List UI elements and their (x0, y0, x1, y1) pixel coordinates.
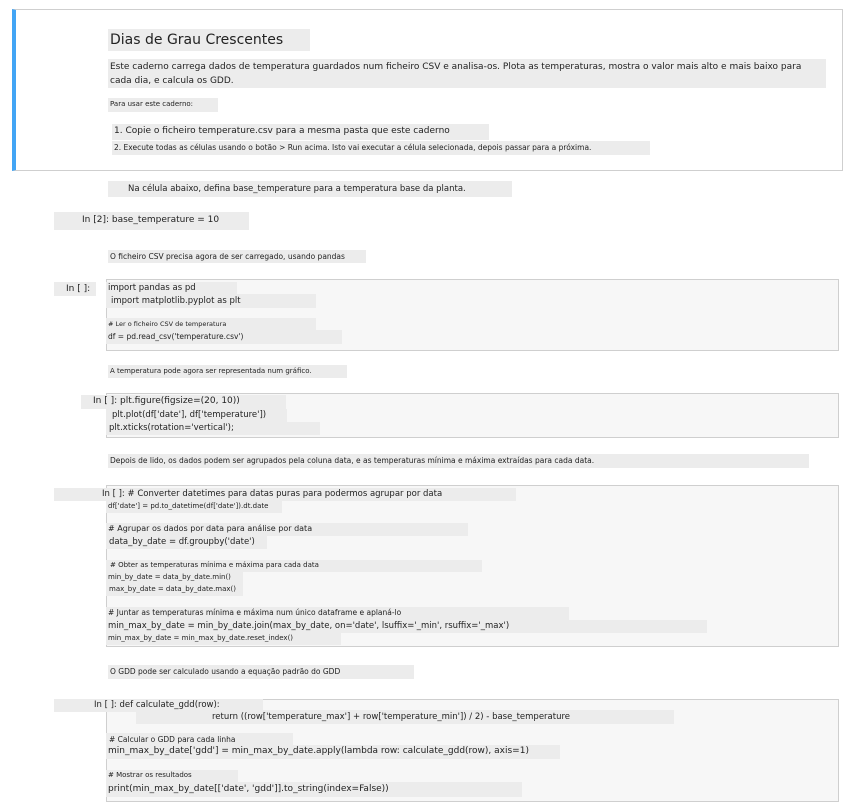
usage-heading: Para usar este caderno: (108, 98, 218, 112)
code-line: min_max_by_date = min_by_date.join(max_by_date, on='date', lsuffix='_min', rsuffix='_max') (106, 620, 707, 633)
code-line: df['date'] = pd.to_datetime(df['date']).dt.date (106, 501, 282, 513)
usage-step-2: 2. Execute todas as células usando o botão > Run acima. Isto vai executar a célula selecionada, depois passar para a próxima. (112, 141, 650, 155)
code-line: min_by_date = data_by_date.min() (106, 572, 243, 584)
markdown-load-csv: O ficheiro CSV precisa agora de ser carregado, usando pandas (108, 250, 366, 263)
code-comment: # Calcular o GDD para cada linha (106, 733, 293, 746)
cell-prompt: In [ ]: (93, 396, 118, 406)
code-line: plt.xticks(rotation='vertical'); (106, 422, 320, 435)
markdown-group-by-date: Depois de lido, os dados podem ser agrupados pela coluna data, e as temperaturas mínima e máxima extraídas para cada data. (108, 454, 809, 468)
code-comment: # Ler o ficheiro CSV de temperatura (106, 318, 316, 330)
code-comment: # Converter datetimes para datas puras para podermos agrupar por data (127, 489, 443, 499)
code-comment: # Agrupar os dados por data para análise por data (106, 523, 468, 536)
code-line: plt.figure(figsize=(20, 10)) (120, 396, 240, 406)
code-comment: # Juntar as temperaturas mínima e máxima num único dataframe e aplaná-lo (106, 607, 569, 620)
code-line: import pandas as pd (106, 282, 237, 295)
notebook-title: Dias de Grau Crescentes (108, 29, 310, 51)
code-line: min_max_by_date['gdd'] = min_max_by_date.apply(lambda row: calculate_gdd(row), axis=1) (106, 745, 560, 759)
cell-prompt: In [ ]: (102, 489, 125, 499)
code-line: base_temperature = 10 (111, 215, 220, 225)
code-line-wrapper (81, 395, 286, 409)
code-line: data_by_date = df.groupby('date') (106, 536, 267, 549)
code-cell-base-temperature[interactable] (54, 212, 249, 230)
markdown-base-temperature: Na célula abaixo, defina base_temperature para a temperatura base da planta. (108, 181, 512, 197)
code-comment: # Obter as temperaturas mínima e máxima para cada data (106, 560, 482, 572)
cell-prompt: In [ ]: (54, 282, 96, 296)
code-line: def calculate_gdd(row): (119, 700, 220, 710)
cell-prompt: In [ ]: (94, 700, 117, 710)
code-line: min_max_by_date = min_max_by_date.reset_index() (106, 633, 341, 645)
usage-step-1: 1. Copie o ficheiro temperature.csv para a mesma pasta que este caderno (112, 124, 489, 140)
markdown-plot: A temperatura pode agora ser representada num gráfico. (108, 365, 347, 378)
markdown-gdd-equation: O GDD pode ser calculado usando a equação padrão do GDD (108, 665, 414, 679)
code-line: max_by_date = data_by_date.max() (106, 584, 243, 596)
code-line: df = pd.read_csv('temperature.csv') (106, 330, 342, 344)
code-comment: # Mostrar os resultados (106, 770, 238, 782)
code-line: plt.plot(df['date'], df['temperature']) (106, 409, 287, 422)
cell-prompt: In [2]: (82, 215, 109, 225)
code-line: print(min_max_by_date[['date', 'gdd']].to_string(index=False)) (106, 782, 522, 797)
code-line: import matplotlib.pyplot as plt (106, 294, 316, 308)
code-line-wrapper (54, 488, 516, 501)
code-line: return ((row['temperature_max'] + row['temperature_min']) / 2) - base_temperature (136, 710, 674, 724)
notebook-description: Este caderno carrega dados de temperatura guardados num ficheiro CSV e analisa-os. Plota as temperaturas, mostra o valor mais alto e mais baixo para cada dia, e calcula os GDD. (108, 59, 826, 88)
